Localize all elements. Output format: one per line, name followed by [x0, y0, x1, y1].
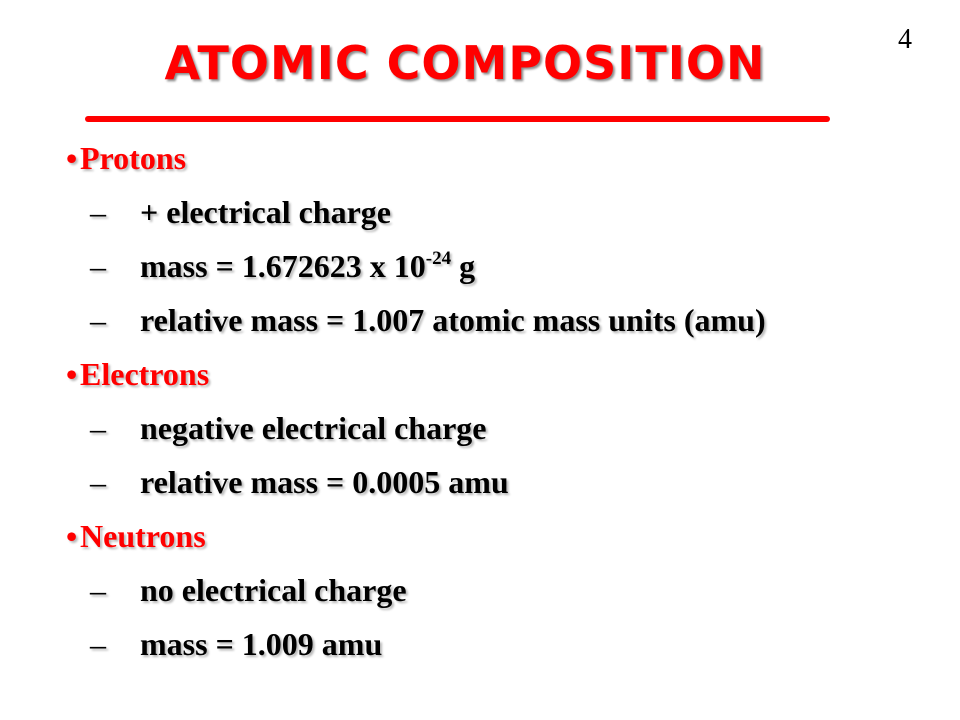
bullet-heading: Neutrons [80, 518, 206, 554]
sub-item [90, 463, 509, 501]
page-number: 4 [898, 24, 912, 55]
sub-item [90, 193, 391, 231]
sub-item [90, 625, 382, 663]
bullet-dot: • [66, 518, 78, 554]
slide-title: ATOMIC COMPOSITION [164, 36, 766, 90]
dash-marker: – [90, 464, 106, 500]
dash-marker: – [90, 248, 106, 284]
dash-marker: – [90, 194, 106, 230]
dash-marker: – [90, 302, 106, 338]
bullet-dot: • [66, 356, 78, 392]
sub-item-text: relative mass = 1.007 atomic mass units (amu) [140, 302, 766, 338]
sub-item [90, 409, 487, 447]
sub-item [90, 571, 407, 609]
sub-item [90, 301, 766, 339]
bullet-protons [66, 139, 186, 177]
sub-item-text: mass = 1.009 amu [140, 626, 383, 662]
sub-item-text: negative electrical charge [140, 410, 487, 446]
sub-item-text: no electrical charge [140, 572, 407, 608]
dash-marker: – [90, 626, 106, 662]
sub-item-text: + electrical charge [140, 194, 391, 230]
exponent: -24 [425, 248, 452, 269]
bullet-neutrons [66, 517, 206, 555]
bullet-dot: • [66, 140, 78, 176]
dash-marker: – [90, 572, 106, 608]
sub-item-text: relative mass = 0.0005 amu [140, 464, 509, 500]
bullet-heading: Protons [80, 140, 187, 176]
bullet-heading: Electrons [80, 356, 210, 392]
sub-item-unit: g [451, 248, 476, 284]
dash-marker: – [90, 410, 106, 446]
bullet-electrons [66, 355, 209, 393]
sub-item [90, 247, 475, 285]
sub-item-text: mass = 1.672623 x 10 [140, 248, 426, 284]
